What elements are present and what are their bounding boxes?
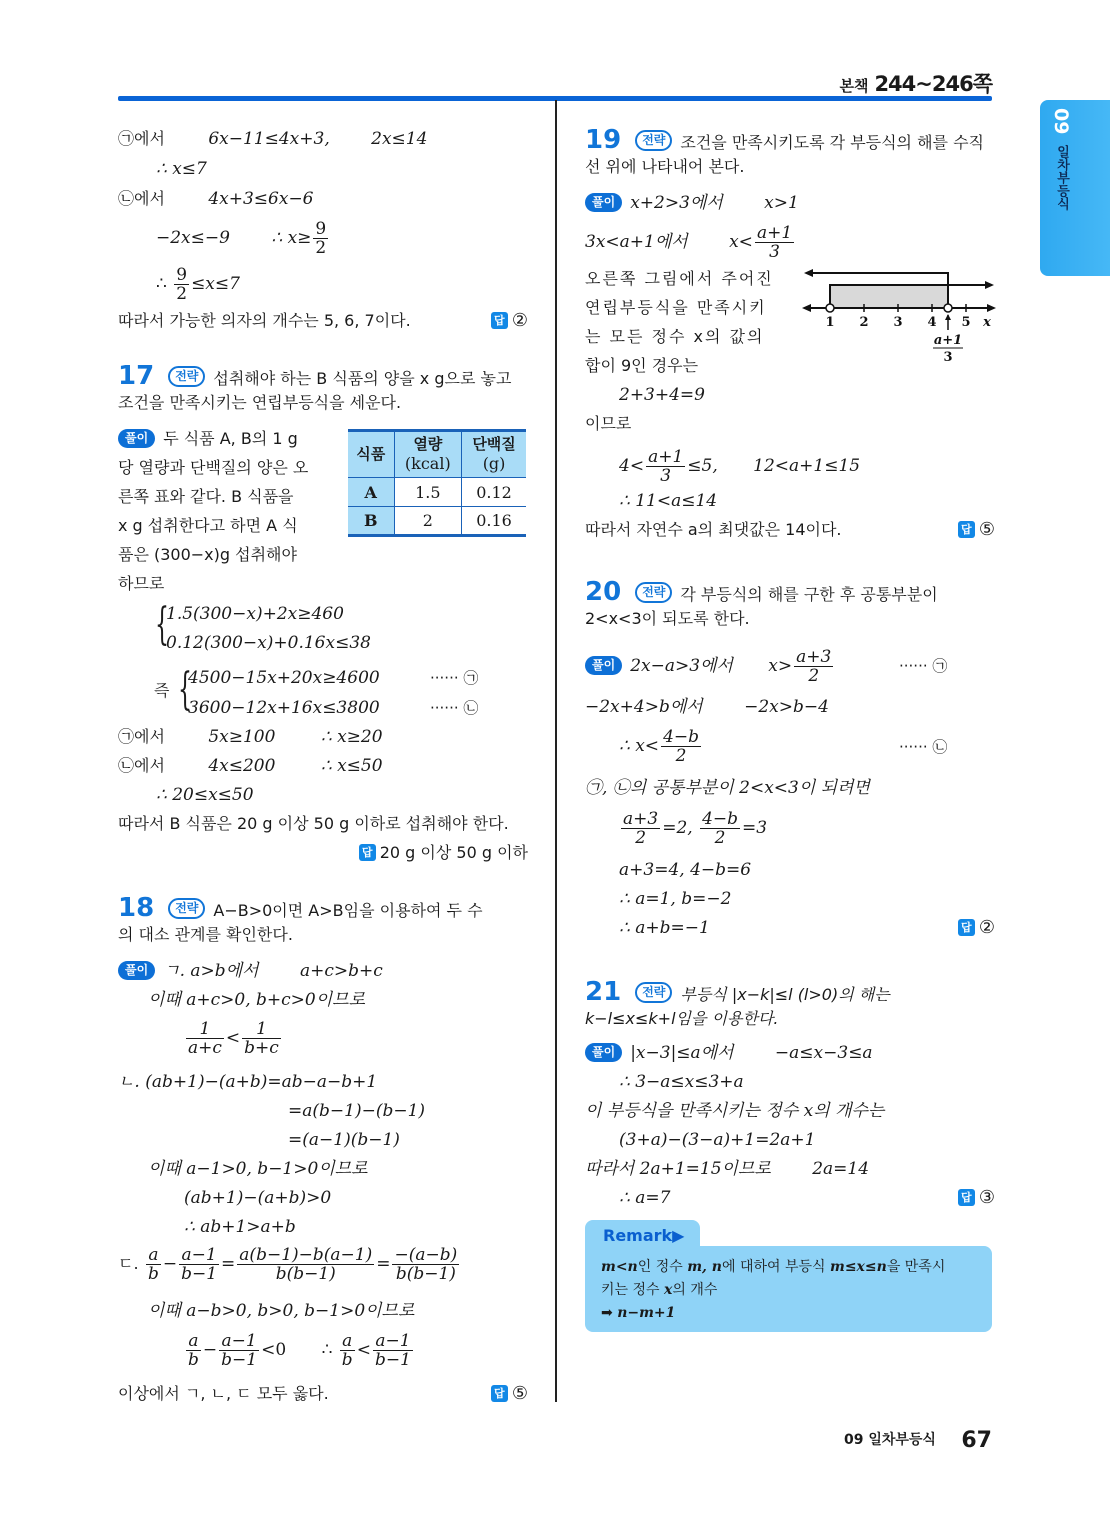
answer-badge: 답 xyxy=(958,1189,975,1206)
equation-tag: ······ ㉠ xyxy=(899,657,948,675)
equation: 3600−12x+16x≤3800 xyxy=(188,698,380,718)
fraction: $\frac{a+3}{2}$ xyxy=(623,809,659,848)
strategy-badge: 전략 xyxy=(635,982,672,1003)
answer xyxy=(958,915,995,941)
equation: ㄴ. (ab+1)−(a+b)=ab−a−b+1 xyxy=(118,1072,378,1092)
solution-badge: 풀이 xyxy=(585,193,622,212)
solution-text: 두 식품 A, B의 1 g xyxy=(163,429,298,448)
remark-line: m<n인 정수 m, n에 대하여 부등식 m≤x≤n을 만족시 xyxy=(601,1259,946,1275)
fraction: $\frac{a+3}{2}$ xyxy=(796,647,832,686)
tick-label: 1 xyxy=(825,315,835,330)
answer-badge: 답 xyxy=(359,844,376,861)
equation: ∴ 20≤x≤50 xyxy=(156,785,254,805)
equation: 이때 a−b>0, b>0, b−1>0이므로 xyxy=(148,1301,415,1321)
table-header: 단백질 (g) xyxy=(462,431,526,478)
equation: −a≤x−3≤a xyxy=(774,1043,873,1063)
equation: −2x≤−9 xyxy=(156,228,230,248)
table-cell: 0.16 xyxy=(462,507,526,536)
answer-choice: ② xyxy=(511,310,528,331)
equation: ∴ a+b=−1 xyxy=(619,918,710,938)
fraction: $\frac{a(b-1)-b(a-1)}{b(b-1)}$ xyxy=(239,1245,373,1284)
table-cell: A xyxy=(348,478,394,507)
answer-choice: ③ xyxy=(978,1187,995,1208)
strategy-text: 의 대소 관계를 확인한다. xyxy=(118,925,293,944)
equation-tag: ······ ㉡ xyxy=(430,699,479,717)
table-header: 식품 xyxy=(348,431,394,478)
fraction: $\frac{4-b}{2}$ xyxy=(663,727,700,766)
left-brace: { xyxy=(155,599,169,650)
equation: ∴ a=1, b=−2 xyxy=(619,889,732,909)
table-row xyxy=(348,478,526,507)
solution-text: 하므로 xyxy=(118,574,165,593)
answer-choice: ② xyxy=(978,917,995,938)
equation: 2x−a>3에서 xyxy=(630,656,733,676)
step-label: ㉡에서 xyxy=(118,189,165,208)
equation: 6x−11≤4x+3, xyxy=(208,129,330,149)
strategy-text: 각 부등식의 해를 구한 후 공통부분이 xyxy=(680,585,938,604)
solution-text: 이 부등식을 만족시키는 정수 x의 개수는 xyxy=(585,1101,885,1121)
strategy-text: k−l≤x≤k+l임을 이용한다. xyxy=(585,1009,779,1028)
solution-text: 른쪽 표와 같다. B 식품을 xyxy=(118,487,294,506)
axis-label: x xyxy=(983,315,991,330)
equation: x< xyxy=(729,232,753,252)
equation: =(a−1)(b−1) xyxy=(288,1130,400,1150)
table-header: 열량 (kcal) xyxy=(394,431,462,478)
reference-pages: 244~246쪽 xyxy=(874,72,992,96)
conclusion-text: 따라서 가능한 의자의 개수는 5, 6, 7이다. xyxy=(118,311,411,330)
equation: ≤x≤7 xyxy=(191,274,240,294)
tick-label: 2 xyxy=(859,315,869,330)
equation: ∴ x≤50 xyxy=(320,756,383,776)
page-reference xyxy=(840,68,992,98)
solution-badge: 풀이 xyxy=(118,961,155,980)
conclusion-text: 따라서 B 식품은 20 g 이상 50 g 이하로 섭취해야 한다. xyxy=(118,814,509,833)
equation: 2x≤14 xyxy=(371,129,428,149)
fraction: $\frac{1}{a+c}$ xyxy=(188,1019,222,1058)
question-number: 20 xyxy=(585,577,622,607)
question-number: 17 xyxy=(118,361,155,391)
reference-label: 본책 xyxy=(839,77,869,95)
equation: 4500−15x+20x≥4600 xyxy=(188,668,380,688)
answer xyxy=(359,840,528,866)
fraction: $\frac{a}{b}$ xyxy=(341,1331,353,1370)
solution-text: 는 모든 정수 x의 값의 xyxy=(585,327,765,346)
equation: ∴ 3−a≤x≤3+a xyxy=(619,1072,744,1092)
strategy-text: 선 위에 나타내어 본다. xyxy=(585,157,745,176)
equation: 4x≤200 xyxy=(208,756,276,776)
step-label: ㉡에서 xyxy=(118,756,165,775)
table-cell: 2 xyxy=(394,507,462,536)
fraction: $\frac{a}{b}$ xyxy=(147,1245,159,1284)
strategy-text: 2<x<3이 되도록 한다. xyxy=(585,609,750,628)
fraction: $\frac{9}{2}$ xyxy=(315,219,327,258)
nutrition-table xyxy=(348,429,526,537)
equation: 이때 a−1>0, b−1>0이므로 xyxy=(148,1159,368,1179)
strategy-text: 조건을 만족시키는 연립부등식을 세운다. xyxy=(118,393,402,412)
equation: ∴ x≤7 xyxy=(156,159,207,179)
left-brace: { xyxy=(178,664,192,715)
equation: 1.5(300−x)+2x≥460 xyxy=(166,604,344,624)
equation: a+c>b+c xyxy=(299,961,383,981)
equation: 12<a+1≤15 xyxy=(753,456,861,476)
chapter-side-tab xyxy=(1040,100,1110,276)
equation: (3+a)−(3−a)+1=2a+1 xyxy=(619,1130,816,1150)
equation: ∴ ab+1>a+b xyxy=(184,1217,296,1237)
equation: ∴ x≥ xyxy=(271,228,312,248)
strategy-badge: 전략 xyxy=(168,898,205,919)
equation-tag: ······ ㉠ xyxy=(430,669,479,687)
table-row xyxy=(348,507,526,536)
equation: −2x+4>b에서 xyxy=(585,697,703,717)
fraction: $\frac{a-1}{b-1}$ xyxy=(181,1245,218,1284)
step-label: ㉠에서 xyxy=(118,727,165,746)
answer xyxy=(491,1381,528,1407)
solution-text: 합이 9인 경우는 xyxy=(585,356,699,375)
equation: 2+3+4=9 xyxy=(619,385,705,405)
strategy-text: 조건을 만족시키도록 각 부등식의 해를 수직 xyxy=(680,133,985,152)
table-cell: 1.5 xyxy=(394,478,462,507)
strategy-badge: 전략 xyxy=(635,582,672,603)
fraction: $\frac{a-1}{b-1}$ xyxy=(221,1331,258,1370)
remark-body xyxy=(585,1246,992,1332)
answer xyxy=(958,517,995,543)
equation: ㉠, ㉡의 공통부분이 2<x<3이 되려면 xyxy=(585,778,870,798)
strategy-badge: 전략 xyxy=(635,130,672,151)
equation: a+3=4, 4−b=6 xyxy=(619,860,752,880)
equation: 0.12(300−x)+0.16x≤38 xyxy=(166,633,371,653)
step-label: ㄱ. a>b에서 xyxy=(163,961,259,981)
chapter-number: 09 xyxy=(1050,108,1072,135)
tick-label: 5 xyxy=(961,315,971,330)
page-number: 67 xyxy=(961,1428,992,1453)
page-footer xyxy=(844,1428,992,1453)
solution-text: 품은 (300−x)g 섭취해야 xyxy=(118,545,297,564)
equation: ∴ 11<a≤14 xyxy=(619,491,718,511)
equation: ∴ x≥20 xyxy=(320,727,383,747)
solution-text: 연립부등식을 만족시키 xyxy=(585,298,767,317)
marker-numerator: a+1 xyxy=(933,333,963,348)
equation: x>1 xyxy=(764,193,799,213)
remark-box xyxy=(585,1220,992,1332)
marker-denominator: 3 xyxy=(943,350,953,365)
remark-line: 키는 정수 x의 개수 xyxy=(601,1282,718,1298)
answer-choice: ⑤ xyxy=(978,519,995,540)
question-number: 18 xyxy=(118,893,155,923)
equation: −2x>b−4 xyxy=(744,697,829,717)
answer xyxy=(491,308,528,334)
conclusion-text: 이상에서 ㄱ, ㄴ, ㄷ 모두 옳다. xyxy=(118,1384,329,1403)
solution-text: 당 열량과 단백질의 양은 오 xyxy=(118,458,309,477)
answer-text: 20 g 이상 50 g 이하 xyxy=(379,843,528,862)
answer-badge: 답 xyxy=(491,312,508,329)
solution-badge: 풀이 xyxy=(585,1043,622,1062)
therefore-sign: ∴ xyxy=(156,274,167,294)
fraction: $\frac{a}{b}$ xyxy=(188,1331,199,1370)
equation: 3x<a+1에서 xyxy=(585,232,688,252)
label: 즉 xyxy=(154,681,170,700)
equation: 2a=14 xyxy=(812,1159,870,1179)
question-number: 19 xyxy=(585,125,622,155)
remark-title: Remark▶ xyxy=(585,1220,700,1252)
strategy-badge: 전략 xyxy=(168,366,205,387)
remark-line: ➡ n−m+1 xyxy=(601,1305,676,1321)
answer-badge: 답 xyxy=(491,1385,508,1402)
solution-text: 오른쪽 그림에서 주어진 xyxy=(585,269,774,288)
fraction: $\frac{9}{2}$ xyxy=(176,265,188,304)
equation: |x−3|≤a에서 xyxy=(630,1043,734,1063)
equation: =a(b−1)−(b−1) xyxy=(288,1101,426,1121)
strategy-text: 부등식 |x−k|≤l (l>0)의 해는 xyxy=(680,985,890,1004)
strategy-text: A−B>0이면 A>B임을 이용하여 두 수 xyxy=(213,901,483,920)
tick-label: 4 xyxy=(927,315,937,330)
table-cell: 0.12 xyxy=(462,478,526,507)
answer-choice: ⑤ xyxy=(511,1383,528,1404)
solution-badge: 풀이 xyxy=(118,429,155,448)
column-divider xyxy=(555,100,557,1402)
fraction: $\frac{a-1}{b-1}$ xyxy=(374,1331,411,1370)
number-line-diagram xyxy=(800,260,1000,365)
solution-badge: 풀이 xyxy=(585,656,622,675)
fraction: $\frac{a+1}{3}$ xyxy=(756,223,793,262)
fraction: $\frac{-(a-b)}{b(b-1)}$ xyxy=(394,1245,458,1284)
equation: 5x≥100 xyxy=(208,727,276,747)
equation: x+2>3에서 xyxy=(630,193,723,213)
step-label: ㄷ. xyxy=(118,1254,139,1273)
step-label: ㉠에서 xyxy=(118,129,165,148)
answer-badge: 답 xyxy=(958,919,975,936)
fraction: $\frac{a+1}{3}$ xyxy=(648,447,684,486)
solution-text: x g 섭취한다고 하면 A 식 xyxy=(118,516,298,535)
chapter-title: 일차부등식 xyxy=(1054,144,1069,210)
fraction: $\frac{1}{b+c}$ xyxy=(244,1019,279,1058)
answer-badge: 답 xyxy=(958,521,975,538)
equation: 따라서 2a+1=15이므로 xyxy=(585,1159,771,1179)
answer xyxy=(958,1185,995,1211)
conclusion-text: 따라서 자연수 a의 최댓값은 14이다. xyxy=(585,520,842,539)
equation: 이때 a+c>0, b+c>0이므로 xyxy=(148,990,365,1010)
equation-tag: ······ ㉡ xyxy=(899,738,948,756)
fraction: $\frac{4-b}{2}$ xyxy=(702,809,739,848)
equation: ∴ a=7 xyxy=(619,1188,671,1208)
solution-text: 이므로 xyxy=(585,414,632,433)
equation: 4x+3≤6x−6 xyxy=(208,189,314,209)
footer-chapter: 09 일차부등식 xyxy=(843,1432,936,1448)
table-cell: B xyxy=(348,507,394,536)
question-number: 21 xyxy=(585,977,622,1007)
tick-label: 3 xyxy=(893,315,903,330)
equation: (ab+1)−(a+b)>0 xyxy=(184,1188,332,1208)
strategy-text: 섭취해야 하는 B 식품의 양을 x g으로 놓고 xyxy=(213,369,512,388)
arrow-icon: ➡ xyxy=(601,1305,613,1321)
